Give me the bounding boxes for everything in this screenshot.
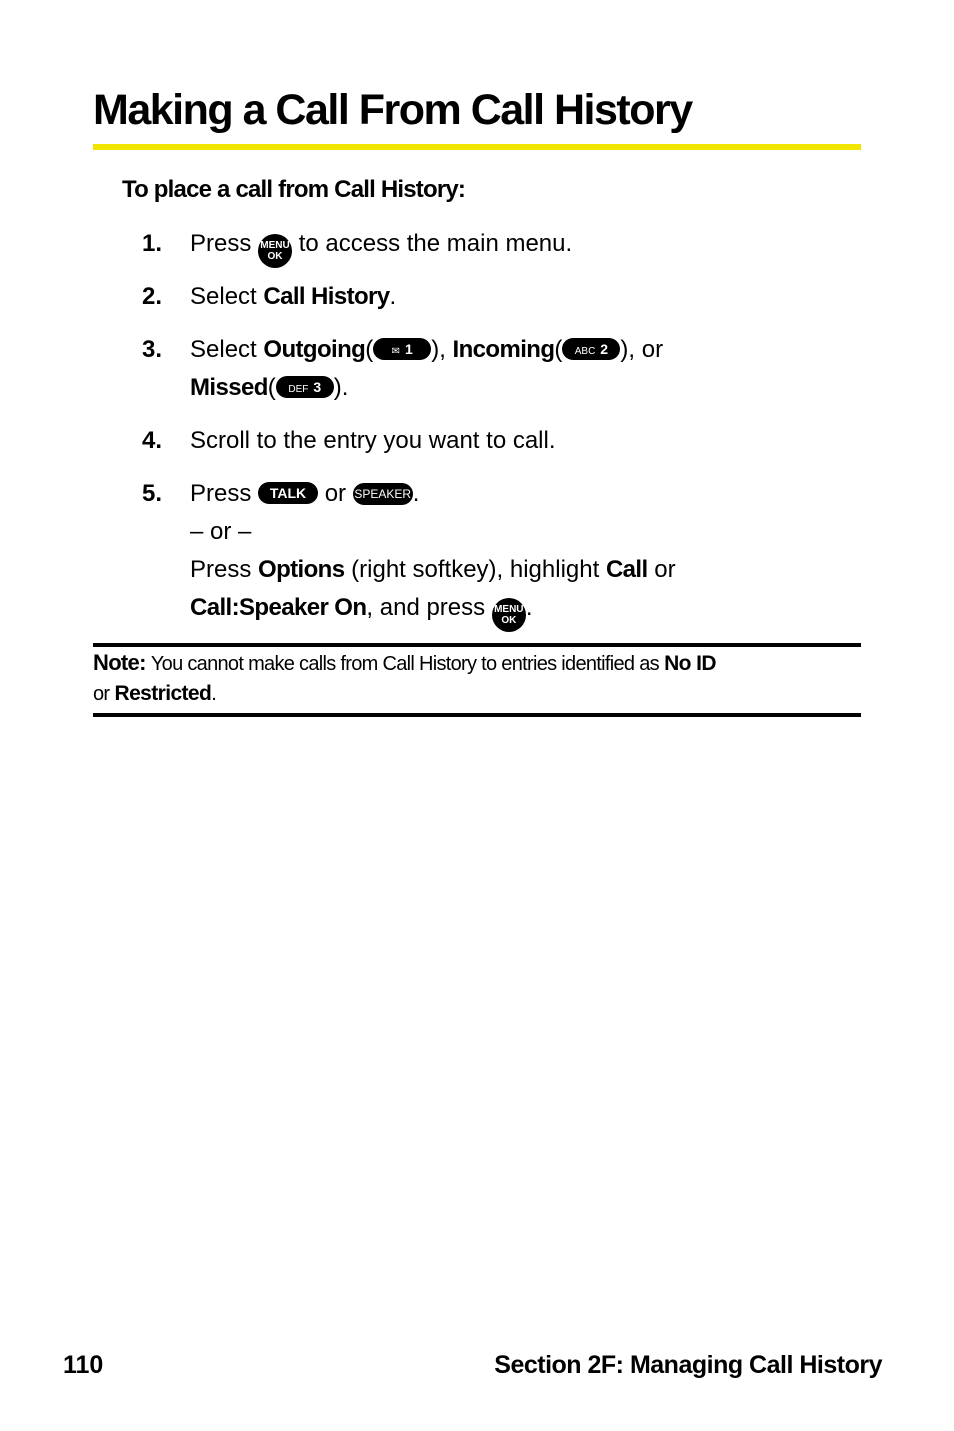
note-box: Note: You cannot make calls from Call History to entries identified as No ID or Restricted. [93, 650, 716, 705]
section-title: Section 2F: Managing Call History [494, 1351, 882, 1379]
note-label: Note: [93, 650, 146, 675]
menu-item-outgoing: Outgoing [263, 336, 366, 363]
menu-ok-key-icon: MENU OK [492, 598, 526, 632]
step-body: Select Call History. [190, 283, 397, 310]
key-3-icon: DEF 3 [276, 376, 334, 398]
step-body: Press TALK or SPEAKER. – or – Press Options (right softkey), highlight Call or Call:Speaker On, and press MENU OK . [190, 475, 676, 632]
step-body: Select Outgoing( ✉ 1 ), Incoming( ABC 2 ), or Missed( DEF 3 ). [190, 336, 664, 401]
note-bottom-rule [93, 713, 861, 717]
note-top-rule [93, 643, 861, 647]
step-text: Scroll to the entry you want to call. [190, 427, 556, 454]
softkey-options: Options [258, 556, 345, 583]
step-text: Select [190, 336, 257, 363]
step-text: Select [190, 283, 257, 310]
alternative-separator: – or – [190, 518, 252, 545]
step-text: Press [190, 230, 252, 257]
page-number: 110 [63, 1351, 104, 1379]
step-body [190, 422, 556, 460]
speaker-key-icon: SPEAKER [353, 483, 413, 505]
step-text: to access the main menu. [298, 230, 573, 257]
menu-item-call-speaker-on: Call:Speaker On [190, 594, 367, 621]
step-number: 3. [142, 336, 163, 363]
menu-ok-key-icon: MENU OK [258, 234, 292, 268]
menu-item-missed: Missed [190, 374, 268, 401]
step-number: 5. [142, 480, 163, 507]
page-title: Making a Call From Call History [93, 86, 692, 134]
intro-heading: To place a call from Call History: [122, 176, 466, 203]
step-number: 1. [142, 230, 163, 257]
note-no-id: No ID [664, 652, 716, 675]
talk-key-icon: TALK [258, 482, 318, 504]
step-body [190, 225, 572, 268]
note-restricted: Restricted [114, 682, 212, 705]
menu-item-incoming: Incoming [452, 336, 555, 363]
key-2-icon: ABC 2 [562, 338, 620, 360]
note-text: You cannot make calls from Call History to entries identified as [150, 653, 659, 675]
menu-item-call-history: Call History [263, 283, 390, 310]
menu-item-call: Call [605, 556, 648, 583]
title-underline [93, 144, 861, 150]
step-number: 2. [142, 283, 163, 310]
step-text: Press [190, 480, 252, 507]
key-1-icon: ✉ 1 [373, 338, 431, 360]
step-number: 4. [142, 427, 163, 454]
